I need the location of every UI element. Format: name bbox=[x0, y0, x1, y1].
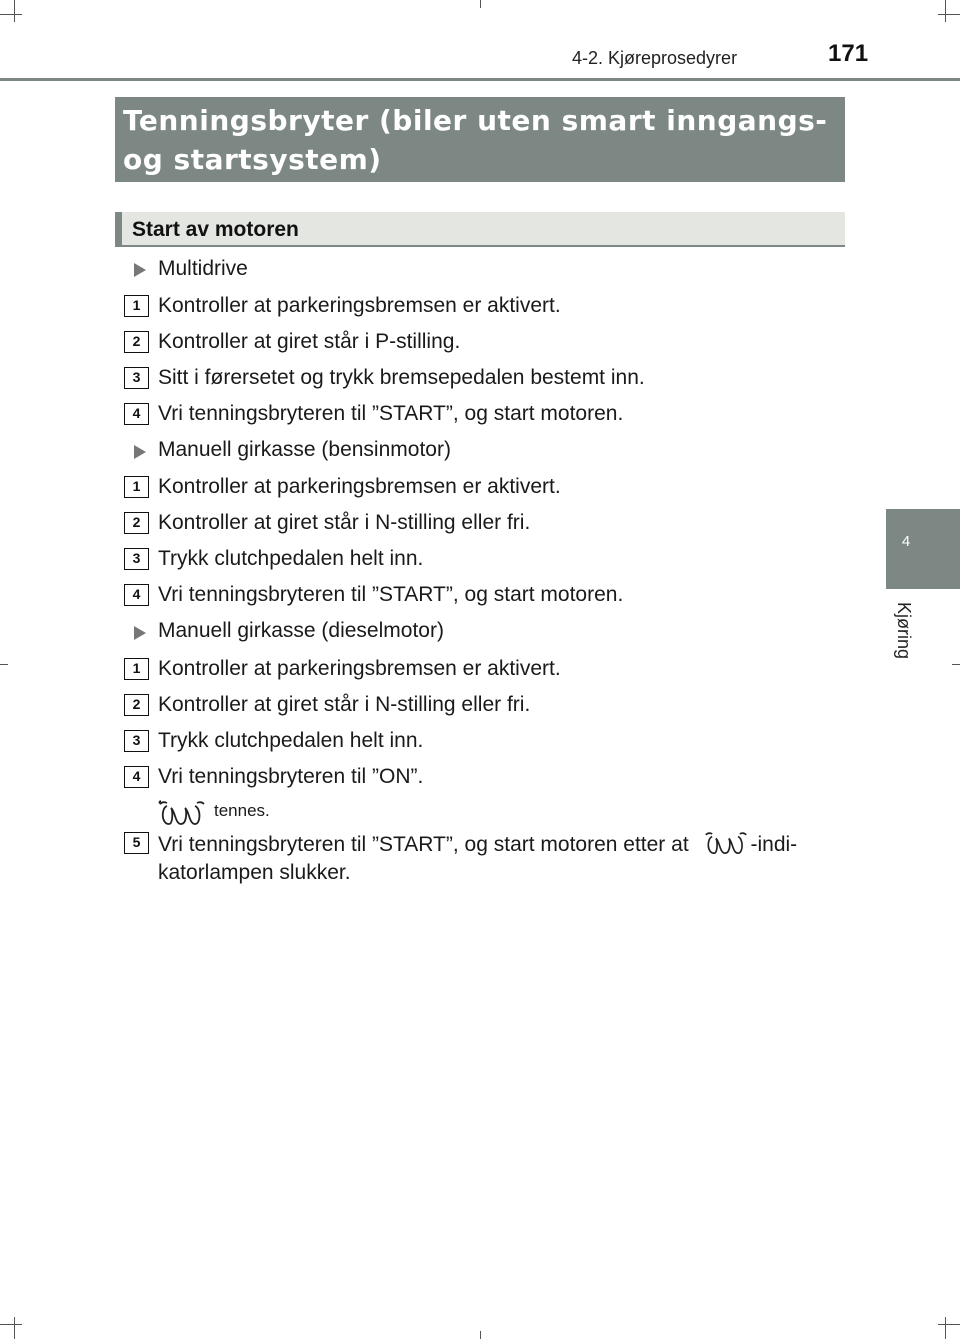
crop-mark bbox=[480, 1331, 481, 1339]
page-title bbox=[115, 97, 845, 182]
crop-mark bbox=[0, 664, 8, 665]
crop-mark bbox=[945, 1317, 946, 1339]
page-title-line2: og startsystem) bbox=[123, 143, 382, 176]
step-text bbox=[158, 831, 797, 857]
glow-plug-indicator-icon bbox=[703, 831, 749, 857]
crop-mark bbox=[938, 14, 960, 15]
group-heading: Manuell girkasse (dieselmotor) bbox=[158, 619, 444, 642]
step-number: 3 bbox=[124, 367, 149, 389]
step-text: Kontroller at parkeringsbremsen er aktivert. bbox=[158, 294, 561, 317]
step-text: Trykk clutchpedalen helt inn. bbox=[158, 547, 424, 570]
triangle-bullet-icon bbox=[134, 263, 146, 277]
step-text-after: -indi- bbox=[750, 833, 798, 856]
step-text: Vri tenningsbryteren til ”START”, og start motoren. bbox=[158, 402, 624, 425]
group-heading: Manuell girkasse (bensinmotor) bbox=[158, 438, 451, 461]
step-text: Kontroller at parkeringsbremsen er aktivert. bbox=[158, 475, 561, 498]
step-number: 4 bbox=[124, 403, 149, 425]
triangle-bullet-icon bbox=[134, 626, 146, 640]
step-text: Trykk clutchpedalen helt inn. bbox=[158, 729, 424, 752]
crop-mark bbox=[0, 14, 22, 15]
step-text: Vri tenningsbryteren til ”START”, og start motoren. bbox=[158, 583, 624, 606]
crop-mark bbox=[952, 664, 960, 665]
crop-mark bbox=[14, 0, 15, 22]
crop-mark bbox=[945, 0, 946, 22]
step-text-continued: katorlampen slukker. bbox=[158, 861, 351, 884]
subheading-text: Start av motoren bbox=[132, 218, 299, 241]
step-text: Kontroller at giret står i N-stilling eller fri. bbox=[158, 511, 531, 534]
step-text: Kontroller at giret står i N-stilling eller fri. bbox=[158, 693, 531, 716]
crop-mark bbox=[0, 1324, 22, 1325]
glow-plug-indicator-icon bbox=[157, 800, 207, 828]
crop-mark bbox=[14, 1317, 15, 1339]
step-text: Kontroller at giret står i P-stilling. bbox=[158, 330, 461, 353]
step-number: 2 bbox=[124, 512, 149, 534]
page-number: 171 bbox=[828, 40, 869, 67]
section-label: 4-2. Kjøreprosedyrer bbox=[572, 48, 738, 68]
chapter-label: Kjøring bbox=[894, 602, 914, 660]
subheading bbox=[115, 212, 845, 247]
subheading-bar bbox=[115, 212, 122, 245]
step-text: Vri tenningsbryteren til ”ON”. bbox=[158, 765, 424, 788]
crop-mark bbox=[938, 1324, 960, 1325]
step-number: 3 bbox=[124, 548, 149, 570]
step-number: 5 bbox=[124, 832, 149, 854]
step-number: 2 bbox=[124, 694, 149, 716]
group-heading: Multidrive bbox=[158, 257, 248, 280]
page-title-line1: Tenningsbryter (biler uten smart inngangs- bbox=[123, 104, 828, 137]
step-number: 4 bbox=[124, 766, 149, 788]
step-number: 1 bbox=[124, 476, 149, 498]
step-number: 3 bbox=[124, 730, 149, 752]
step-text-before: Vri tenningsbryteren til ”START”, og start motoren etter at bbox=[158, 833, 689, 856]
step-number: 1 bbox=[124, 658, 149, 680]
triangle-bullet-icon bbox=[134, 445, 146, 459]
step-text: Sitt i førersetet og trykk bremsepedalen bestemt inn. bbox=[158, 366, 645, 389]
chapter-number: 4 bbox=[901, 533, 911, 550]
step-number: 4 bbox=[124, 584, 149, 606]
note-text: tennes. bbox=[214, 801, 270, 820]
step-number: 2 bbox=[124, 331, 149, 353]
header-rule bbox=[0, 78, 960, 81]
step-text: Kontroller at parkeringsbremsen er aktivert. bbox=[158, 657, 561, 680]
step-number: 1 bbox=[124, 295, 149, 317]
crop-mark bbox=[480, 0, 481, 8]
